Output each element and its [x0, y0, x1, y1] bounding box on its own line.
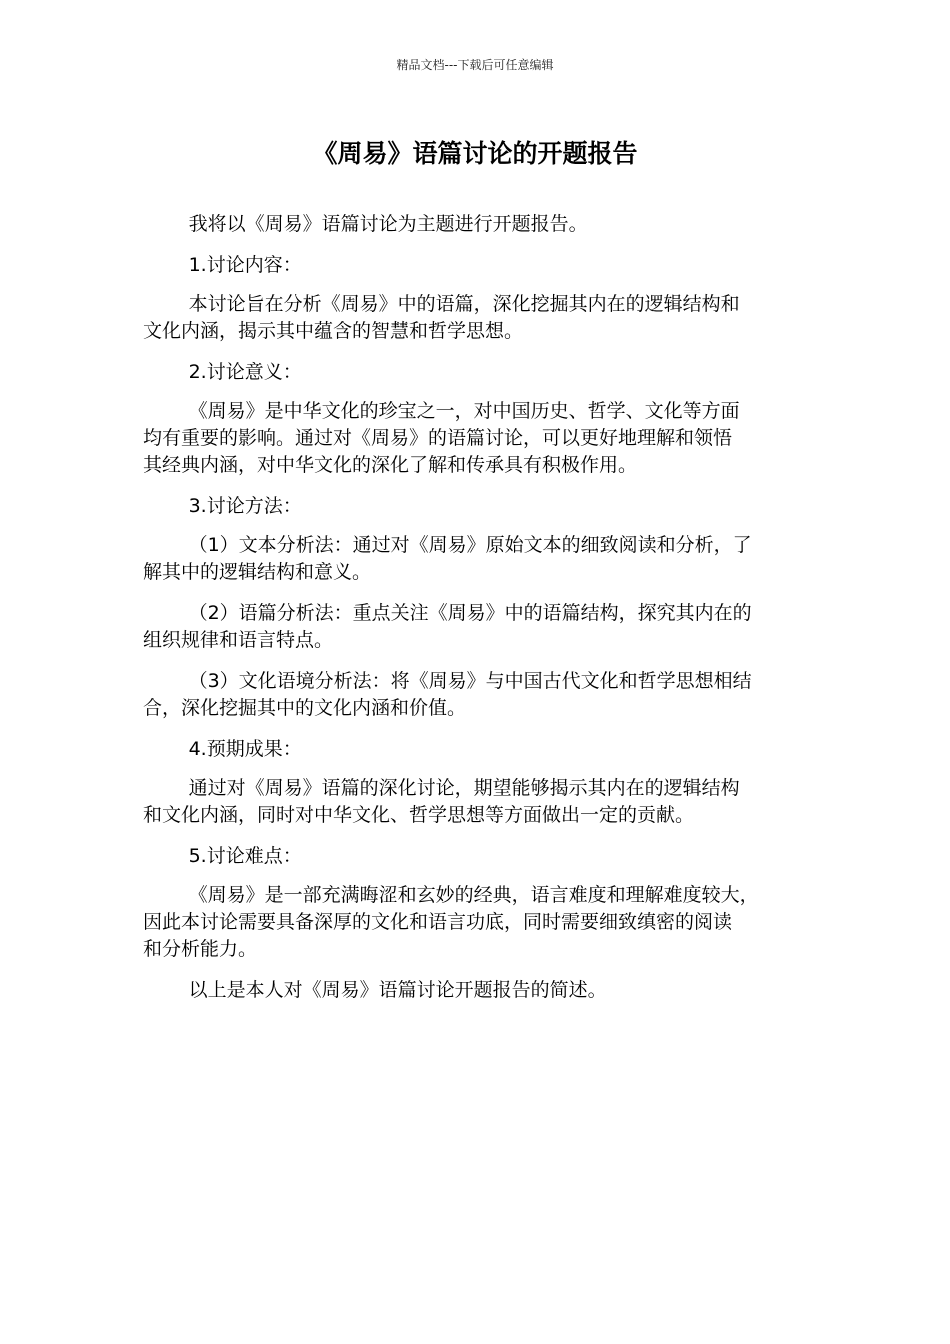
section-heading: 4.预期成果：	[188, 738, 302, 760]
paragraph: 《周易》是一部充满晦涩和玄妙的经典，语言难度和理解难度较大， 因此本讨论需要具备深厚的文化和语言功底，同时需要细致缜密的阅读 和分析能力。	[143, 884, 759, 960]
section-heading: 5.讨论难点：	[188, 845, 302, 867]
section-heading: 1.讨论内容：	[188, 254, 302, 276]
paragraph: 《周易》是中华文化的珍宝之一，对中国历史、哲学、文化等方面 均有重要的影响。通过对《周易》的语篇讨论，可以更好地理解和领悟 其经典内涵，对中华文化的深化了解和传承具有积极作用。	[143, 400, 740, 476]
paragraph: 以上是本人对《周易》语篇讨论开题报告的简述。	[188, 979, 607, 1001]
paragraph: （3）文化语境分析法：将《周易》与中国古代文化和哲学思想相结 合，深化挖掘其中的文化内涵和价值。	[143, 670, 752, 719]
paragraph: 通过对《周易》语篇的深化讨论，期望能够揭示其内在的逻辑结构 和文化内涵，同时对中华文化、哲学思想等方面做出一定的贡献。	[143, 777, 740, 826]
paragraph: （1）文本分析法：通过对《周易》原始文本的细致阅读和分析，了 解其中的逻辑结构和意义。	[143, 534, 752, 583]
paragraph: （2）语篇分析法：重点关注《周易》中的语篇结构，探究其内在的 组织规律和语言特点。	[143, 602, 752, 651]
section-heading: 2.讨论意义：	[188, 361, 302, 383]
document-body	[143, 211, 807, 1018]
document-title: 《周易》语篇讨论的开题报告	[312, 139, 638, 168]
paragraph: 本讨论旨在分析《周易》中的语篇，深化挖掘其内在的逻辑结构和 文化内涵，揭示其中蕴含的智慧和哲学思想。	[143, 293, 740, 342]
page-header: 精品文档---下载后可任意编辑	[396, 58, 554, 72]
paragraph: 我将以《周易》语篇讨论为主题进行开题报告。	[188, 213, 588, 235]
section-heading: 3.讨论方法：	[188, 495, 302, 517]
